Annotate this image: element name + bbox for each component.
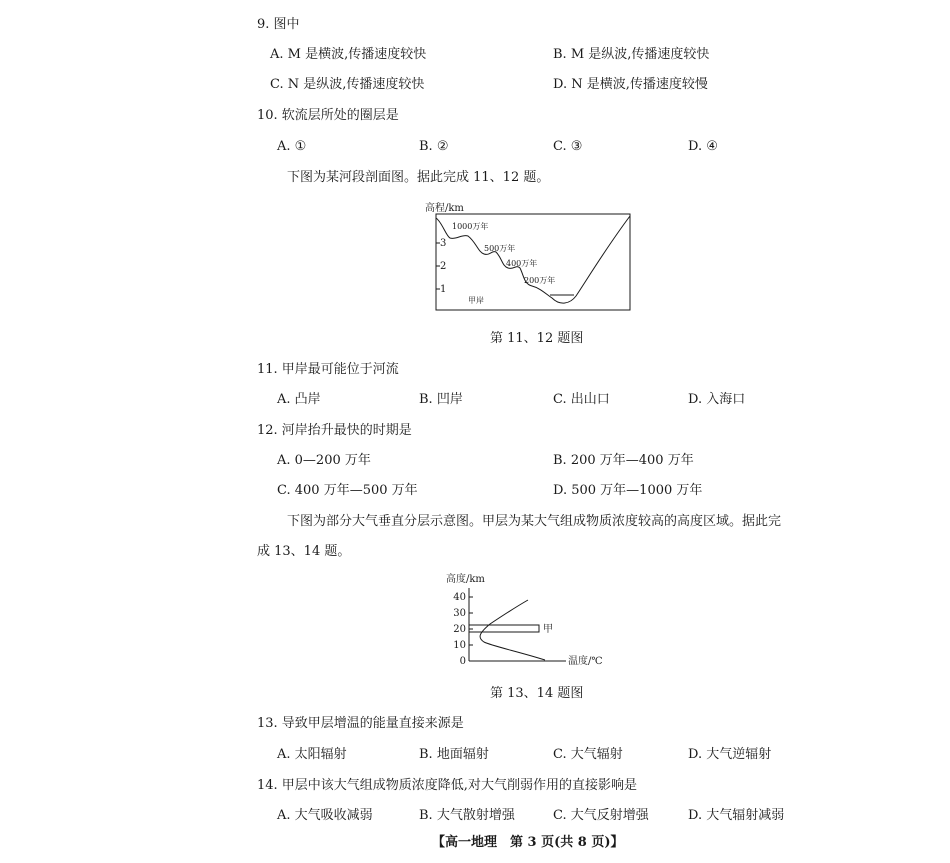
fig2-tick-label: 20 — [453, 624, 466, 635]
intro-13-14-line1: 下图为部分大气垂直分层示意图。甲层为某大气组成物质浓度较高的高度区域。据此完 — [287, 514, 782, 529]
fig2-tick-label: 30 — [453, 608, 466, 619]
q13-option-a: A. 太阳辐射 — [277, 747, 347, 762]
q9-option-b: B. M 是纵波,传播速度较快 — [553, 47, 710, 62]
river-profile-figure — [420, 196, 640, 316]
q12-option-a: A. 0—200 万年 — [277, 453, 371, 468]
fig2-caption: 第 13、14 题图 — [490, 686, 584, 701]
q10-option-a: A. ① — [277, 139, 307, 154]
age-label-500: 500万年 — [484, 244, 516, 253]
q14-stem: 14. 甲层中该大气组成物质浓度降低,对大气削弱作用的直接影响是 — [257, 778, 637, 793]
q12-option-c: C. 400 万年—500 万年 — [277, 483, 418, 498]
q13-option-c: C. 大气辐射 — [553, 747, 623, 762]
intro-11-12: 下图为某河段剖面图。据此完成 11、12 题。 — [287, 170, 550, 185]
q14-option-a: A. 大气吸收减弱 — [277, 808, 373, 823]
fig2-tick-label: 40 — [453, 592, 466, 603]
fig2-tick-label: 0 — [459, 656, 466, 667]
q9-option-d: D. N 是横波,传播速度较慢 — [553, 77, 708, 92]
fig2-xlabel: 温度/℃ — [568, 656, 603, 667]
q13-option-d: D. 大气逆辐射 — [688, 747, 772, 762]
atmosphere-figure — [440, 570, 640, 670]
layer-jia-label: 甲 — [543, 624, 553, 635]
age-label-1000: 1000万年 — [452, 222, 489, 231]
fig1-tick-label: 3 — [440, 238, 447, 249]
fig2-ylabel: 高度/km — [446, 574, 485, 585]
q12-option-b: B. 200 万年—400 万年 — [553, 453, 694, 468]
temperature-curve — [480, 600, 545, 660]
q10-option-c: C. ③ — [553, 139, 583, 154]
q11-stem: 11. 甲岸最可能位于河流 — [257, 362, 399, 377]
q12-stem: 12. 河岸抬升最快的时期是 — [257, 423, 412, 438]
q13-stem: 13. 导致甲层增温的能量直接来源是 — [257, 716, 464, 731]
fig2-tick-label: 10 — [453, 640, 466, 651]
intro-13-14-line2: 成 13、14 题。 — [257, 544, 351, 559]
fig1-tick-label: 2 — [440, 261, 447, 272]
layer-jia-box — [469, 625, 539, 632]
q14-option-d: D. 大气辐射减弱 — [688, 808, 785, 823]
fig1-ylabel: 高程/km — [425, 203, 464, 214]
fig1-caption: 第 11、12 题图 — [490, 331, 584, 346]
age-label-400: 400万年 — [506, 259, 538, 268]
q10-stem: 10. 软流层所处的圈层是 — [257, 108, 399, 123]
q10-option-b: B. ② — [419, 139, 449, 154]
q9-option-a: A. M 是横波,传播速度较快 — [270, 47, 427, 62]
q14-option-b: B. 大气散射增强 — [419, 808, 515, 823]
q14-option-c: C. 大气反射增强 — [553, 808, 649, 823]
q9-option-c: C. N 是纵波,传播速度较快 — [270, 77, 425, 92]
q10-option-d: D. ④ — [688, 139, 718, 154]
q11-option-b: B. 凹岸 — [419, 392, 463, 407]
q12-option-d: D. 500 万年—1000 万年 — [553, 483, 703, 498]
fig1-tick-label: 1 — [440, 284, 447, 295]
q11-option-a: A. 凸岸 — [277, 392, 321, 407]
age-label-200: 200万年 — [524, 276, 556, 285]
q11-option-d: D. 入海口 — [688, 392, 746, 407]
q9-stem: 9. 图中 — [257, 17, 300, 32]
bank-label: 甲岸 — [468, 296, 484, 305]
q11-option-c: C. 出山口 — [553, 392, 610, 407]
page-footer: 【高一地理 第 3 页(共 8 页)】 — [432, 835, 624, 850]
q13-option-b: B. 地面辐射 — [419, 747, 489, 762]
